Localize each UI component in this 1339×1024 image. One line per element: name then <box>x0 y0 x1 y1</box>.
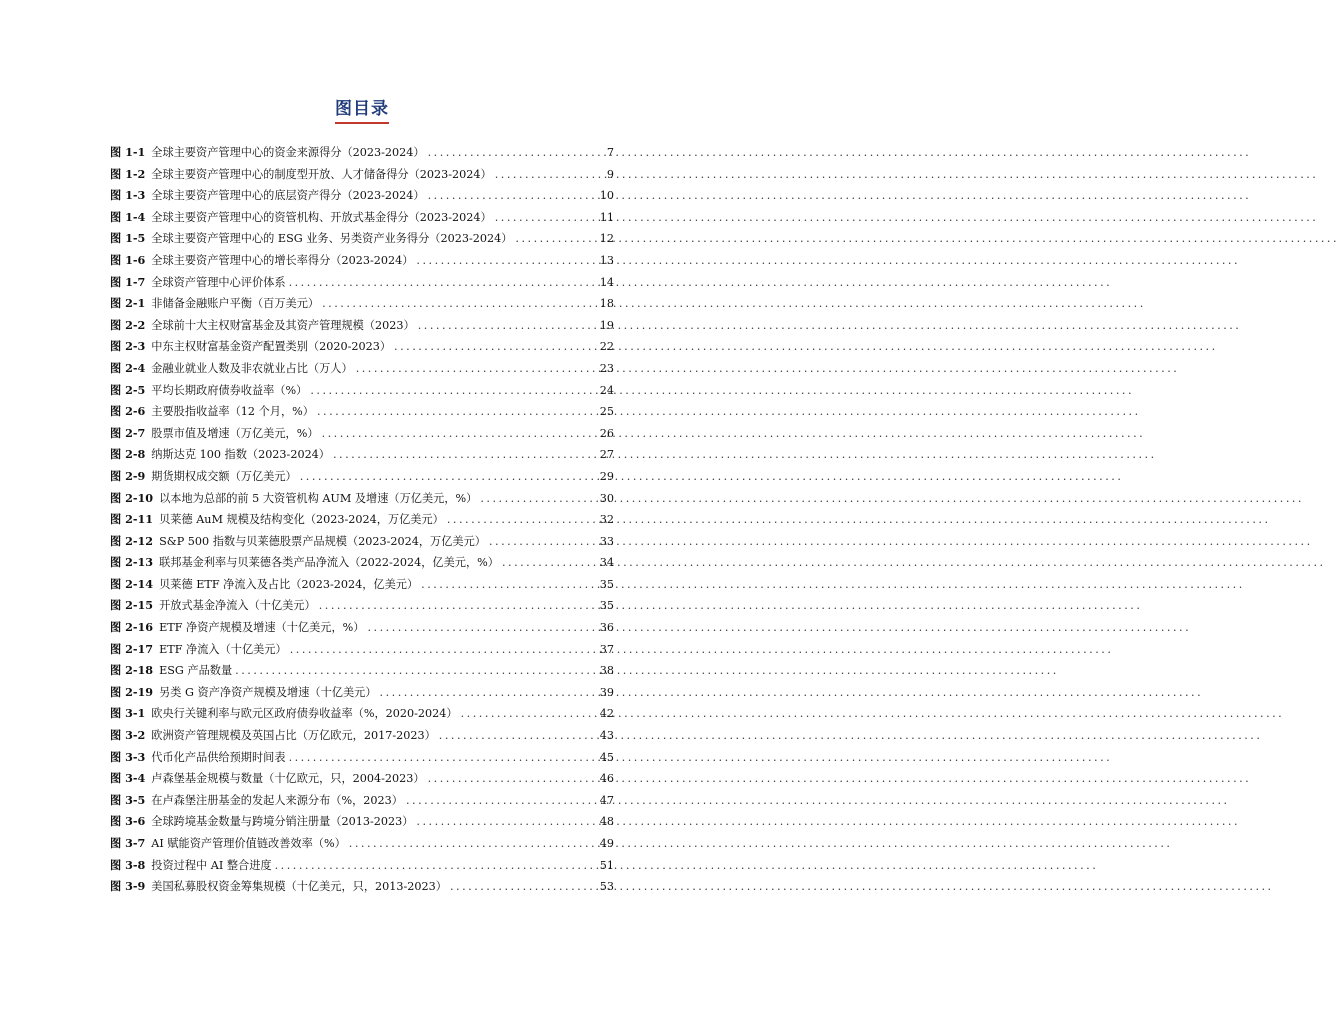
toc-entry-page-number: 48 <box>599 815 614 829</box>
toc-entry[interactable] <box>110 250 614 272</box>
toc-leader-dots <box>461 703 597 725</box>
toc-entry-page-number: 30 <box>599 491 614 505</box>
toc-entry-page-number: 45 <box>599 750 614 764</box>
toc-entry-title: 期货期权成交额（万亿美元） <box>151 469 297 483</box>
toc-entry[interactable] <box>110 207 614 229</box>
toc-leader-dots <box>356 358 597 380</box>
toc-entry-page-number: 12 <box>599 232 614 246</box>
toc-entry-title: 开放式基金净流入（十亿美元） <box>159 599 316 613</box>
toc-leader-dots <box>489 531 597 553</box>
toc-entry-title: 中东主权财富基金资产配置类别（2020-2023） <box>151 340 392 354</box>
toc-entry-title: 全球跨境基金数量与跨境分销注册量（2013-2023） <box>151 815 414 829</box>
toc-leader-dots <box>416 811 596 833</box>
toc-entry-page-number: 36 <box>599 621 614 635</box>
toc-entry-title: 全球资产管理中心评价体系 <box>151 275 286 289</box>
toc-entry-page-number: 10 <box>599 189 614 203</box>
toc-entry-page-number: 49 <box>599 837 614 850</box>
toc-entry[interactable] <box>110 228 614 250</box>
toc-leader-dots <box>349 833 597 855</box>
toc-entry[interactable] <box>110 488 614 510</box>
toc-entry-label: 图 2-18 <box>110 663 154 678</box>
toc-entry-page-number: 18 <box>599 297 614 311</box>
toc-entry-title: 美国私募股权资金筹集规模（十亿美元，只，2013-2023） <box>151 880 447 894</box>
toc-entry[interactable] <box>110 509 614 531</box>
toc-entry[interactable] <box>110 855 614 877</box>
toc-entry-title: S&P 500 指数与贝莱德股票产品规模（2023-2024，万亿美元） <box>159 534 486 548</box>
toc-entry-title: 在卢森堡注册基金的发起人来源分布（%，2023） <box>151 793 403 807</box>
toc-entry-label: 图 2-14 <box>110 576 154 591</box>
toc-leader-dots <box>480 488 596 510</box>
toc-entry-page-number: 33 <box>599 534 614 548</box>
toc-entry-page-number: 7 <box>606 146 614 159</box>
toc-entry-label: 图 3-4 <box>110 771 146 786</box>
toc-entry-page-number: 39 <box>599 685 614 699</box>
toc-entry-page-number: 32 <box>599 513 614 527</box>
toc-entry-title: 全球主要资产管理中心的资金来源得分（2023-2024） <box>151 146 425 159</box>
toc-entry[interactable] <box>110 617 614 639</box>
toc-entry[interactable] <box>110 185 614 207</box>
toc-leader-dots <box>428 142 601 164</box>
toc-entry[interactable] <box>110 703 614 725</box>
toc-entry[interactable] <box>110 639 614 661</box>
toc-leader-dots <box>275 855 597 877</box>
toc-entry[interactable] <box>110 444 614 466</box>
toc-entry-title: 联邦基金利率与贝莱德各类产品净流入（2022-2024，亿美元，%） <box>159 556 499 570</box>
toc-entry-page-number: 42 <box>599 707 614 721</box>
toc-leader-dots <box>368 617 597 639</box>
toc-entry-page-number: 14 <box>599 275 614 289</box>
toc-entry[interactable] <box>110 272 614 294</box>
toc-leader-dots <box>428 768 597 790</box>
toc-entry-title: AI 赋能资产管理价值链改善效率（%） <box>151 837 346 850</box>
toc-entry-label: 图 3-9 <box>110 879 146 894</box>
toc-leader-dots <box>428 185 597 207</box>
toc-entry[interactable] <box>110 336 614 358</box>
toc-leader-dots <box>450 876 597 898</box>
toc-entry-page-number: 25 <box>599 405 614 419</box>
toc-entry-label: 图 2-10 <box>110 490 154 505</box>
toc-entry-title: 全球主要资产管理中心的制度型开放、人才储备得分（2023-2024） <box>151 167 492 181</box>
toc-leader-dots <box>300 466 597 488</box>
toc-leader-dots <box>333 444 597 466</box>
toc-entry-title: 全球主要资产管理中心的 ESG 业务、另类资产业务得分（2023-2024） <box>151 232 513 246</box>
toc-entry-title: ETF 净资产规模及增速（十亿美元，%） <box>159 621 365 635</box>
toc-entry-title: 贝莱德 AuM 规模及结构变化（2023-2024，万亿美元） <box>159 513 444 527</box>
toc-entry-label: 图 1-5 <box>110 231 146 246</box>
toc-leader-dots <box>290 639 597 661</box>
toc-entry-label: 图 2-13 <box>110 555 154 570</box>
toc-leader-dots <box>322 423 597 445</box>
toc-entry-label: 图 3-6 <box>110 814 146 829</box>
toc-entry-label: 图 1-1 <box>110 145 146 159</box>
toc-entry-title: 卢森堡基金规模与数量（十亿欧元，只，2004-2023） <box>151 772 425 786</box>
toc-entry-title: 欧洲资产管理规模及英国占比（万亿欧元，2017-2023） <box>151 729 436 743</box>
toc-entry-page-number: 24 <box>599 383 614 397</box>
toc-entry-title: 股票市值及增速（万亿美元，%） <box>151 426 319 440</box>
toc-entry-label: 图 2-12 <box>110 533 154 548</box>
toc-entry[interactable] <box>110 790 614 812</box>
toc-entry-title: 全球前十大主权财富基金及其资产管理规模（2023） <box>151 318 415 332</box>
toc-entry-label: 图 2-16 <box>110 620 154 635</box>
toc-entry-page-number: 46 <box>599 772 614 786</box>
figure-list <box>110 142 614 898</box>
toc-entry[interactable] <box>110 358 614 380</box>
page-title: 图目录 <box>335 94 389 124</box>
toc-entry[interactable] <box>110 315 614 337</box>
toc-entry-title: 全球主要资产管理中心的底层资产得分（2023-2024） <box>151 189 425 203</box>
toc-entry[interactable] <box>110 876 614 898</box>
toc-leader-dots <box>502 552 597 574</box>
toc-entry-label: 图 2-8 <box>110 447 146 462</box>
toc-leader-dots <box>406 790 597 812</box>
toc-entry-label: 图 2-7 <box>110 425 146 440</box>
toc-entry-label: 图 3-7 <box>110 836 146 850</box>
toc-entry-page-number: 29 <box>599 469 614 483</box>
toc-entry-title: 平均长期政府债券收益率（%） <box>151 383 308 397</box>
toc-entry-title: 代币化产品供给预期时间表 <box>151 750 286 764</box>
toc-entry-title: 非储备金融账户平衡（百万美元） <box>151 297 320 311</box>
toc-entry-page-number: 35 <box>599 577 614 591</box>
toc-entry[interactable] <box>110 811 614 833</box>
toc-entry-label: 图 3-2 <box>110 728 146 743</box>
toc-entry-page-number: 26 <box>599 426 614 440</box>
toc-entry-page-number: 11 <box>599 210 614 224</box>
title-container <box>0 94 724 124</box>
toc-entry-title: 贝莱德 ETF 净流入及占比（2023-2024，亿美元） <box>159 577 419 591</box>
toc-leader-dots <box>418 315 597 337</box>
toc-entry[interactable] <box>110 466 614 488</box>
toc-entry-label: 图 1-4 <box>110 209 146 224</box>
toc-entry-page-number: 43 <box>599 729 614 743</box>
toc-entry-title: 全球主要资产管理中心的增长率得分（2023-2024） <box>151 253 414 267</box>
toc-entry-page-number: 38 <box>599 664 614 678</box>
toc-leader-dots <box>495 164 601 186</box>
toc-entry-label: 图 2-9 <box>110 468 146 483</box>
toc-entry-title: 主要股指收益率（12 个月，%） <box>151 405 314 419</box>
toc-leader-dots <box>322 293 597 315</box>
toc-entry[interactable] <box>110 595 614 617</box>
toc-entry-title: ETF 净流入（十亿美元） <box>159 642 287 656</box>
toc-entry-label: 图 2-1 <box>110 296 146 311</box>
toc-entry-page-number: 53 <box>599 880 614 894</box>
toc-entry-title: 全球主要资产管理中心的资管机构、开放式基金得分（2023-2024） <box>151 210 492 224</box>
toc-leader-dots <box>235 660 597 682</box>
toc-entry-page-number: 35 <box>599 599 614 613</box>
toc-entry-page-number: 51 <box>599 858 614 872</box>
toc-leader-dots <box>289 747 597 769</box>
toc-entry-label: 图 2-17 <box>110 641 154 656</box>
toc-entry[interactable] <box>110 531 614 553</box>
toc-entry[interactable] <box>110 423 614 445</box>
toc-entry-label: 图 2-11 <box>110 512 154 527</box>
toc-entry[interactable] <box>110 552 614 574</box>
toc-entry-page-number: 37 <box>599 642 614 656</box>
toc-entry-label: 图 1-7 <box>110 274 146 289</box>
toc-entry-page-number: 22 <box>599 340 614 354</box>
toc-entry-label: 图 3-8 <box>110 857 146 872</box>
toc-entry[interactable] <box>110 574 614 596</box>
toc-entry-title: 以本地为总部的前 5 大资管机构 AUM 及增速（万亿美元，%） <box>159 491 478 505</box>
toc-entry-label: 图 2-4 <box>110 360 146 375</box>
toc-entry-label: 图 3-5 <box>110 792 146 807</box>
toc-leader-dots <box>317 401 597 423</box>
toc-entry-title: ESG 产品数量 <box>159 664 233 678</box>
toc-entry[interactable] <box>110 293 614 315</box>
toc-entry-label: 图 1-3 <box>110 188 146 203</box>
toc-entry-title: 欧央行关键利率与欧元区政府债券收益率（%，2020-2024） <box>151 707 458 721</box>
toc-entry-label: 图 2-6 <box>110 404 146 419</box>
toc-entry-label: 图 2-15 <box>110 598 154 613</box>
toc-entry-page-number: 19 <box>599 318 614 332</box>
toc-entry[interactable] <box>110 660 614 682</box>
toc-entry-label: 图 2-19 <box>110 684 154 699</box>
toc-leader-dots <box>447 509 597 531</box>
toc-entry-page-number: 34 <box>599 556 614 570</box>
toc-entry-label: 图 2-2 <box>110 317 146 332</box>
toc-entry-label: 图 1-2 <box>110 166 146 181</box>
toc-entry[interactable] <box>110 747 614 769</box>
toc-leader-dots <box>394 336 597 358</box>
toc-entry[interactable] <box>110 768 614 790</box>
toc-entry-title: 金融业就业人数及非农就业占比（万人） <box>151 361 353 375</box>
toc-leader-dots <box>515 228 596 250</box>
toc-entry[interactable] <box>110 833 614 855</box>
toc-entry-page-number: 27 <box>599 448 614 462</box>
toc-entry-label: 图 1-6 <box>110 252 146 267</box>
toc-leader-dots <box>289 272 597 294</box>
toc-leader-dots <box>310 380 596 402</box>
toc-entry[interactable] <box>110 725 614 747</box>
toc-entry-label: 图 2-3 <box>110 339 146 354</box>
toc-leader-dots <box>380 682 597 704</box>
toc-leader-dots <box>416 250 596 272</box>
toc-entry[interactable] <box>110 682 614 704</box>
toc-entry[interactable] <box>110 380 614 402</box>
toc-entry-title: 投资过程中 AI 整合进度 <box>151 858 272 872</box>
toc-leader-dots <box>495 207 597 229</box>
toc-entry-page-number: 13 <box>599 253 614 267</box>
toc-entry-title: 另类 G 资产净资产规模及增速（十亿美元） <box>159 685 377 699</box>
toc-entry-label: 图 3-3 <box>110 749 146 764</box>
toc-entry-page-number: 9 <box>606 167 614 181</box>
toc-entry[interactable] <box>110 142 614 164</box>
toc-entry[interactable] <box>110 401 614 423</box>
toc-leader-dots <box>421 574 597 596</box>
toc-entry-label: 图 2-5 <box>110 382 146 397</box>
toc-entry-label: 图 3-1 <box>110 706 146 721</box>
toc-entry-page-number: 23 <box>599 361 614 375</box>
toc-leader-dots <box>439 725 597 747</box>
toc-entry[interactable] <box>110 164 614 186</box>
toc-leader-dots <box>319 595 597 617</box>
toc-entry-page-number: 47 <box>599 793 614 807</box>
toc-entry-title: 纳斯达克 100 指数（2023-2024） <box>151 448 330 462</box>
